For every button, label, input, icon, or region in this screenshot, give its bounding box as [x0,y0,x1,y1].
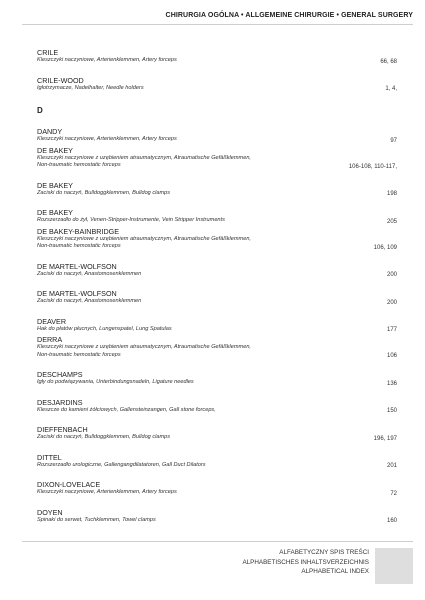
entry-page-number: 201 [386,463,397,469]
index-entry [37,127,397,144]
entry-name: DOYEN [37,507,63,517]
index-entry [37,208,397,225]
entry-description: Kleszczyki naczyniowe z uzębieniem atraumatycznym, Atraumatische Gefäßklemmen, [37,344,251,350]
entry-page-number: 200 [386,272,397,278]
section-title: CHIRURGIA OGÓLNA • ALLGEMEINE CHIRURGIE • GENERAL SURGERY [165,12,413,19]
index-entry [37,508,397,525]
entry-page-number: 1, 4, [385,86,397,92]
footer-line-german: ALPHABETISCHES INHALTSVERZEICHNIS [242,558,369,566]
entry-page-number: 198 [386,191,397,197]
index-entry [37,48,397,65]
entry-page-number: 136 [386,380,397,387]
entry-name: DE BAKEY [37,208,73,217]
header-divider [22,24,413,25]
index-entry [37,289,397,306]
entry-description: Kleszczyki naczyniowe, Arterienklemmen, Artery forceps [37,489,177,495]
entry-name: DEAVER [37,316,67,326]
index-entry [37,76,397,93]
index-entry [37,227,397,251]
entry-description: Igłotrzymacze, Nadelhalter, Needle holders [37,84,144,91]
entry-name: DERRA [37,335,63,344]
entry-description: Zaciski do naczyń, Anastomosenklemmen [37,270,142,277]
entry-description: Kleszczyki naczyniowe z uzębieniem atraumatycznym, Atraumatische Gefäßklemmen, [37,154,251,161]
index-entry [37,317,397,334]
entry-name: DE MARTEL-WOLFSON [37,261,117,271]
entry-description: Hak do płatów płucnych, Lungenspatel, Lung Spatulas [37,325,172,332]
page-number-box [375,548,413,584]
index-entry [37,425,397,442]
page-footer [22,541,413,586]
entry-name: DIEFFENBACH [37,425,88,434]
entry-description: Zaciski do naczyń, Bulldoggklemmen, Bulldog clamps [37,189,171,196]
entry-page-number: 106 [386,353,397,359]
entry-page-number: 66, 68 [380,58,397,65]
entry-description: Kleszcze do kamieni żółciowych, Gallensteinzangen, Gall stone forceps, [37,406,216,413]
index-entry [37,146,397,170]
entry-description: Kleszczyki naczyniowe z uzębieniem atraumatycznym, Atraumatische Gefäßklemmen, [37,235,251,242]
index-entry [37,480,397,497]
entry-description: Kleszczyki naczyniowe, Arterienklemmen, Artery forceps [37,57,177,63]
entry-name: CRILE-WOOD [37,75,84,85]
entry-name: DITTEL [37,452,62,462]
index-entry [37,398,397,415]
entry-description: Spinaki do serwet, Tuchklemmen, Towel clamps [37,516,156,523]
entry-description: Rozszerzadło urologiczne, Gallengangdilatatoren, Gall Duct Dilators [37,461,206,468]
entry-description: Zaciski do naczyń, Bulldoggklemmen, Bulldog clamps [37,434,171,440]
entry-page-number: 200 [386,299,397,306]
entry-page-number: 160 [386,518,397,524]
entry-page-number: 106-108, 110-117, [348,163,397,170]
entry-page-number: 177 [386,327,397,333]
entry-name: DE BAKEY-BAINBRIDGE [37,226,120,236]
entry-page-number: 72 [390,490,397,497]
entry-name: DE MARTEL-WOLFSON [37,289,117,298]
letter-heading [37,106,397,116]
index-entries [37,48,397,524]
entry-page-number: 196, 197 [373,435,397,442]
entry-page-number: 106, 109 [373,244,397,251]
entry-description: Kleszczyki naczyniowe, Arterienklemmen, Artery forceps [37,136,177,142]
letter-heading-text: D [37,106,43,115]
entry-description: Igły do podwiązywania, Unterbindungsnadeln, Ligature needles [37,379,194,385]
entry-name: DANDY [37,127,63,136]
footer-line-english: ALPHABETICAL INDEX [301,568,369,575]
index-entry [37,335,397,359]
entry-name: DE BAKEY [37,145,73,155]
entry-name: DESJARDINS [37,397,83,407]
footer-title [242,548,369,577]
entry-description: Non-traumatic hemostatic forceps [37,162,121,168]
entry-description: Non-traumatic hemostatic forceps [37,243,121,249]
entry-page-number: 150 [386,408,397,414]
entry-description: Zaciski do naczyń, Anastomosenklemmen [37,298,142,304]
entry-page-number: 205 [386,218,397,225]
entry-name: DE BAKEY [37,180,73,190]
index-entry [37,370,397,387]
footer-divider [22,541,413,542]
index-entry [37,181,397,198]
index-entry [37,262,397,279]
index-entry [37,453,397,470]
entry-name: DIXON-LOVELACE [37,480,101,489]
page-header [0,0,425,26]
footer-line-polish: ALFABETYCZNY SPIS TREŚCI [279,549,369,556]
entry-description: Rozszerzadło do żył, Venen-Stripper-Instrumente, Vein Stripper Instruments [37,217,225,223]
entry-name: CRILE [37,48,59,57]
entry-description: Non-traumatic hemostatic forceps [37,351,121,358]
entry-page-number: 97 [390,137,397,144]
entry-name: DESCHAMPS [37,370,83,379]
